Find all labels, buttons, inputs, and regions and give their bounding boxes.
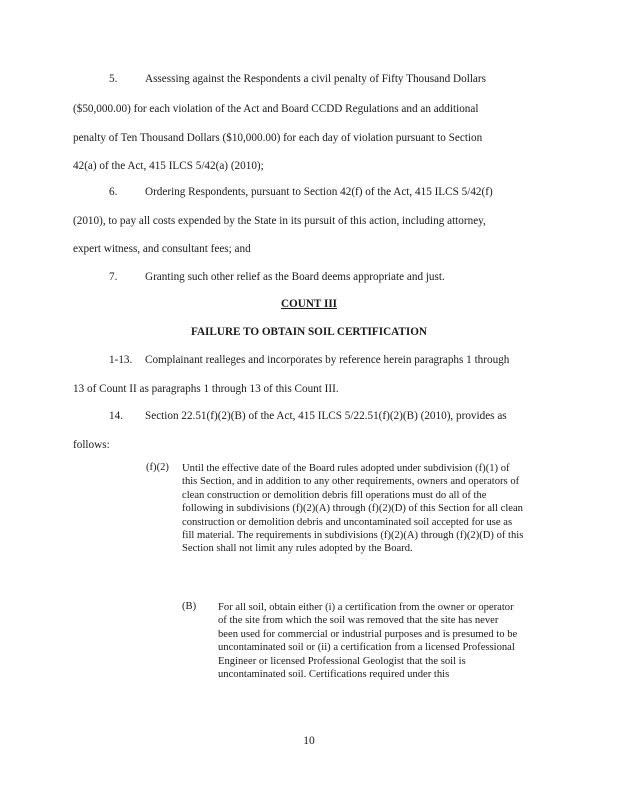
quote-f2-label: (f)(2) <box>146 462 169 473</box>
paragraph-14-number: 14. <box>109 410 123 422</box>
paragraph-5-number: 5. <box>109 73 118 85</box>
paragraph-6-line-1: Ordering Respondents, pursuant to Section 42(f) of the Act, 415 ILCS 5/42(f) <box>145 186 493 198</box>
paragraph-1-13-line-1: Complainant realleges and incorporates by reference herein paragraphs 1 through <box>145 354 510 366</box>
paragraph-6-number: 6. <box>109 186 118 198</box>
paragraph-1-13-number: 1-13. <box>109 354 133 366</box>
paragraph-6-line-3: expert witness, and consultant fees; and <box>73 243 251 255</box>
paragraph-5-line-4: 42(a) of the Act, 415 ILCS 5/42(a) (2010); <box>73 160 264 172</box>
paragraph-6-line-2: (2010), to pay all costs expended by the State in its pursuit of this action, including attorney, <box>73 215 486 227</box>
paragraph-5-line-1: Assessing against the Respondents a civil penalty of Fifty Thousand Dollars <box>145 73 486 85</box>
paragraph-7-number: 7. <box>109 271 118 283</box>
count-heading: COUNT III <box>280 298 338 310</box>
paragraph-1-13-line-2: 13 of Count II as paragraphs 1 through 13 of this Count III. <box>73 383 339 395</box>
quote-b-text: For all soil, obtain either (i) a certification from the owner or operator of the site from which the soil was removed that the site has never been used for commercial or industrial purposes and is presumed to be uncontaminated soil or (ii) a certification from a licensed Professional Engineer or licensed Professional Geologist that the soil is uncontaminated soil. Certifications required under this <box>218 602 518 681</box>
quote-b-label: (B) <box>182 601 197 612</box>
paragraph-5-line-2: ($50,000.00) for each violation of the Act and Board CCDD Regulations and an additional <box>73 103 479 115</box>
count-subheading: FAILURE TO OBTAIN SOIL CERTIFICATION <box>190 326 428 338</box>
page-number: 10 <box>303 735 315 747</box>
paragraph-14-line-2: follows: <box>73 439 110 451</box>
paragraph-7-line-1: Granting such other relief as the Board deems appropriate and just. <box>145 271 445 283</box>
paragraph-14-line-1: Section 22.51(f)(2)(B) of the Act, 415 ILCS 5/22.51(f)(2)(B) (2010), provides as <box>145 410 507 422</box>
quote-f2-text: Until the effective date of the Board rules adopted under subdivision (f)(1) of this Section, and in addition to any other requirements, owners and operators of clean construction or demolition debris fill operations must do all of the following in subdivisions (f)(2)(A) through (f)(2)(D) of this Section for all clean construction or demolition debris and uncontaminated soil accepted for use as fill material. The requirements in subdivisions (f)(2)(A) through (f)(2)(D) of this Section shall not limit any rules adopted by the Board. <box>182 463 524 555</box>
paragraph-5-line-3: penalty of Ten Thousand Dollars ($10,000.00) for each day of violation pursuant to Section <box>73 132 483 144</box>
